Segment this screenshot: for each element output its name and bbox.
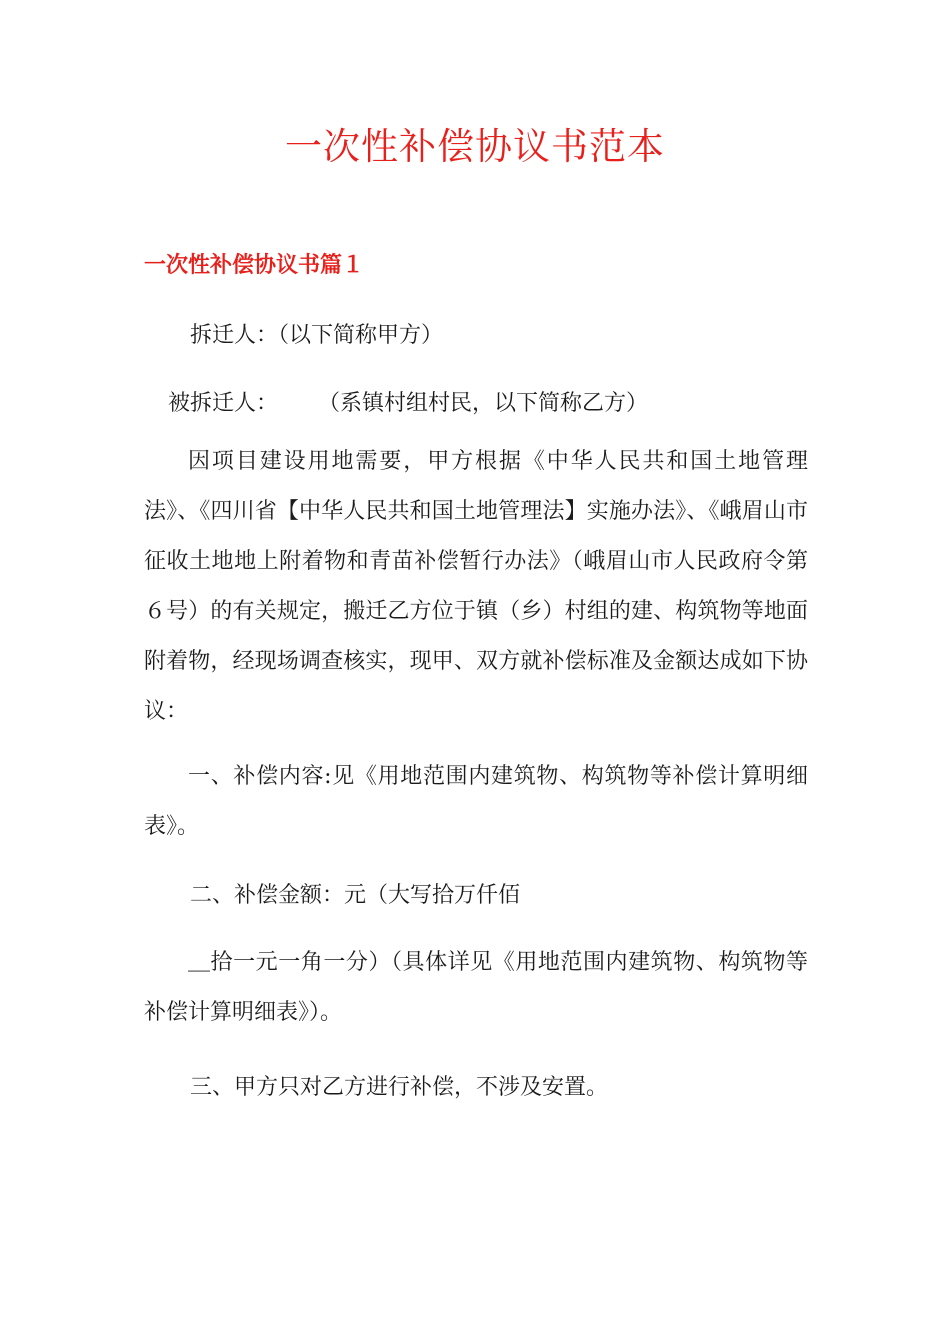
section-heading: 一次性补偿协议书篇１ bbox=[144, 253, 365, 278]
clause-no-resettlement: 三、甲方只对乙方进行补偿，不涉及安置。 bbox=[190, 1075, 609, 1100]
clause-compensation-amount-line2: ＿拾一元一角一分）（具体详见《用地范围内建筑物、构筑物等补偿计算明细表》）。 bbox=[144, 950, 808, 1025]
clause-compensation-amount-line1: 二、补偿金额：元（大写拾万仟佰 bbox=[190, 883, 521, 908]
party-b-note: （系镇村组村民，以下简称乙方） bbox=[318, 391, 649, 416]
party-b-label: 被拆迁人： bbox=[168, 391, 279, 416]
intro-paragraph: 因项目建设用地需要，甲方根据《中华人民共和国土地管理法》、《四川省【中华人民共和国土地管理法】实施办法》、《峨眉山市征收土地地上附着物和青苗补偿暂行办法》（峨眉山市人民政府令第６号）的有关规定，搬迁乙方位于镇（乡）村组的建、构筑物等地面附着物，经现场调查核实，现甲、双方就补偿标准及金额达成如下协议： bbox=[144, 449, 808, 724]
document-title: 一次性补偿协议书范本 bbox=[285, 125, 665, 168]
party-a-line: 拆迁人：（以下简称甲方） bbox=[190, 323, 444, 348]
clause-compensation-content: 一、补偿内容:见《用地范围内建筑物、构筑物等补偿计算明细表》。 bbox=[144, 764, 808, 839]
